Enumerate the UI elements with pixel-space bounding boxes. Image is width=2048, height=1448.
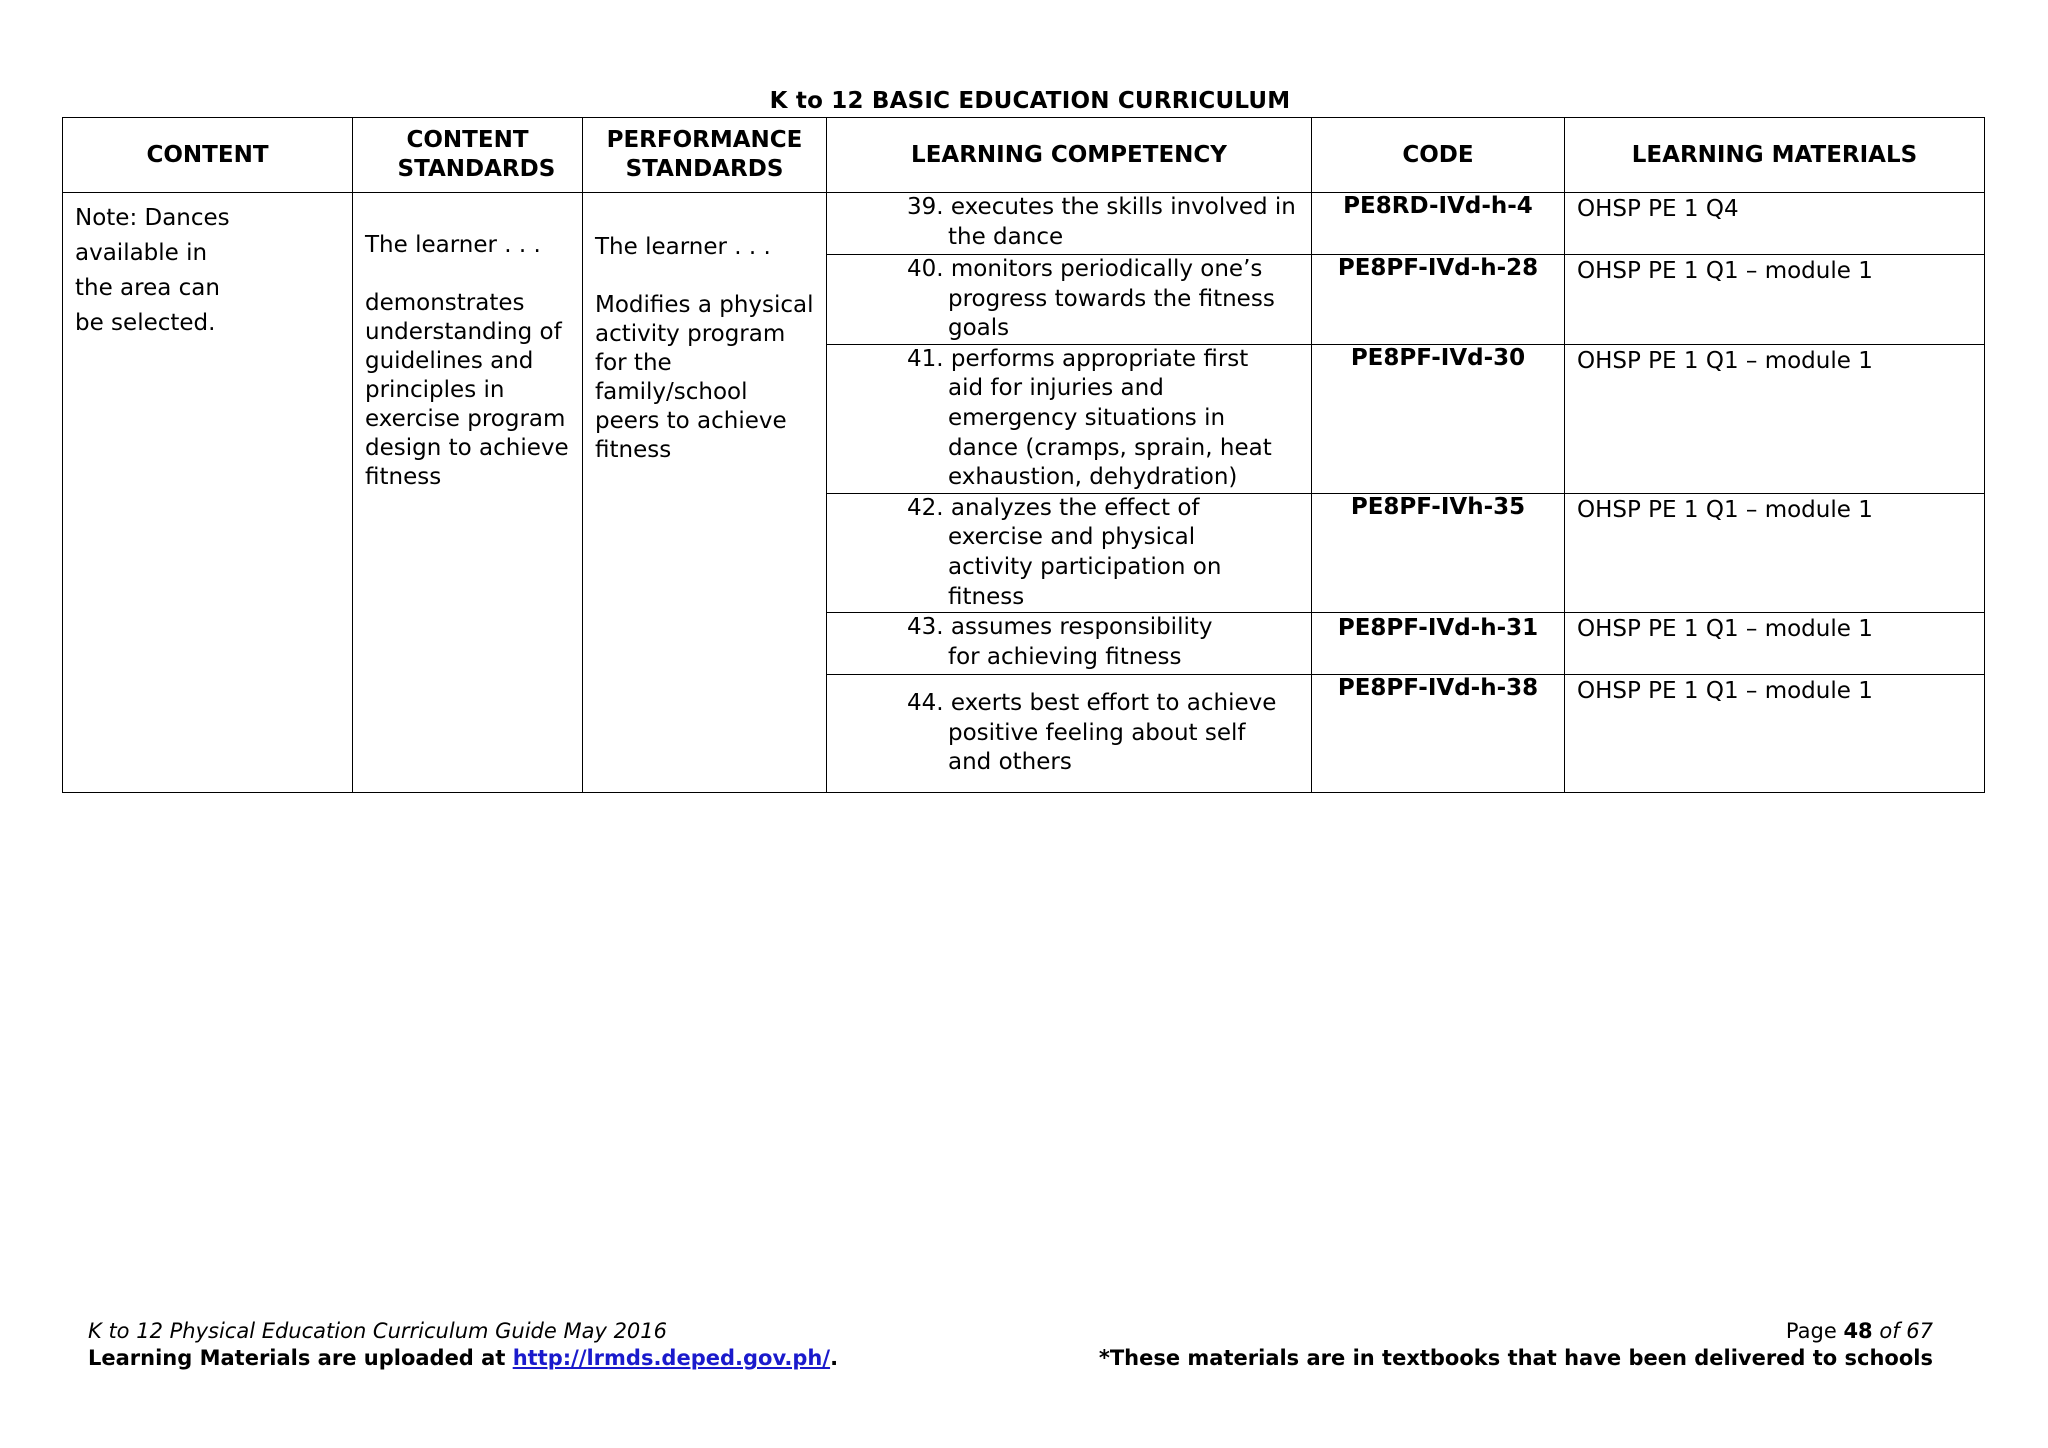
code-cell: PE8PF-IVd-30 [1312, 344, 1565, 493]
header-learning-materials: LEARNING MATERIALS [1565, 118, 1985, 193]
competency-cell: 42. analyzes the effect of exercise and physical activity participation on fitness [827, 493, 1312, 612]
footer-right [1099, 1318, 1933, 1372]
competency-cell: 39. executes the skills involved in the dance [827, 193, 1312, 255]
materials-cell: OHSP PE 1 Q1 – module 1 [1565, 675, 1985, 793]
table-header-row [63, 118, 1985, 193]
header-content-standards: CONTENT STANDARDS [353, 118, 583, 193]
competency-cell: 40. monitors periodically one’s progress towards the fitness goals [827, 255, 1312, 345]
header-content: CONTENT [63, 118, 353, 193]
materials-cell: OHSP PE 1 Q1 – module 1 [1565, 344, 1985, 493]
performance-standards-text: Modifies a physical activity program for the family/school peers to achieve fitness [595, 292, 814, 463]
uploaded-line: Learning Materials are uploaded at http://lrmds.deped.gov.ph/. [88, 1346, 839, 1370]
lrmds-link[interactable]: http://lrmds.deped.gov.ph/ [512, 1346, 831, 1370]
header-performance-standards: PERFORMANCE STANDARDS [583, 118, 827, 193]
delivered-note: *These materials are in textbooks that have been delivered to schools [1098, 1346, 1933, 1370]
header-learning-competency: LEARNING COMPETENCY [827, 118, 1312, 193]
content-standards-intro: The learner . . . [365, 232, 541, 258]
code-cell: PE8PF-IVd-h-31 [1312, 613, 1565, 675]
page-number: Page 48 of 67 [1785, 1319, 1933, 1343]
code-cell: PE8RD-IVd-h-4 [1312, 193, 1565, 255]
table-row [63, 193, 1985, 255]
document-title: K to 12 BASIC EDUCATION CURRICULUM [769, 88, 1291, 114]
content-standards-text: demonstrates understanding of guidelines and principles in exercise program design to achieve fitness [365, 290, 569, 490]
materials-cell: OHSP PE 1 Q1 – module 1 [1565, 493, 1985, 612]
guide-title: K to 12 Physical Education Curriculum Guide May 2016 [88, 1319, 668, 1343]
header-code: CODE [1312, 118, 1565, 193]
curriculum-table [62, 117, 1985, 793]
code-cell: PE8PF-IVh-35 [1312, 493, 1565, 612]
materials-cell: OHSP PE 1 Q1 – module 1 [1565, 613, 1985, 675]
competency-cell: 41. performs appropriate first aid for injuries and emergency situations in dance (cramps, sprain, heat exhaustion, dehydration) [827, 344, 1312, 493]
footer-left [88, 1318, 838, 1372]
content-note: Note: Dances available in the area can be selected. [63, 193, 353, 793]
performance-standards-cell [583, 193, 827, 793]
materials-cell: OHSP PE 1 Q1 – module 1 [1565, 255, 1985, 345]
code-cell: PE8PF-IVd-h-28 [1312, 255, 1565, 345]
materials-cell: OHSP PE 1 Q4 [1565, 193, 1985, 255]
content-standards-cell [353, 193, 583, 793]
competency-cell: 44. exerts best effort to achieve positive feeling about self and others [827, 675, 1312, 793]
performance-standards-intro: The learner . . . [595, 234, 771, 260]
competency-cell: 43. assumes responsibility for achieving fitness [827, 613, 1312, 675]
code-cell: PE8PF-IVd-h-38 [1312, 675, 1565, 793]
